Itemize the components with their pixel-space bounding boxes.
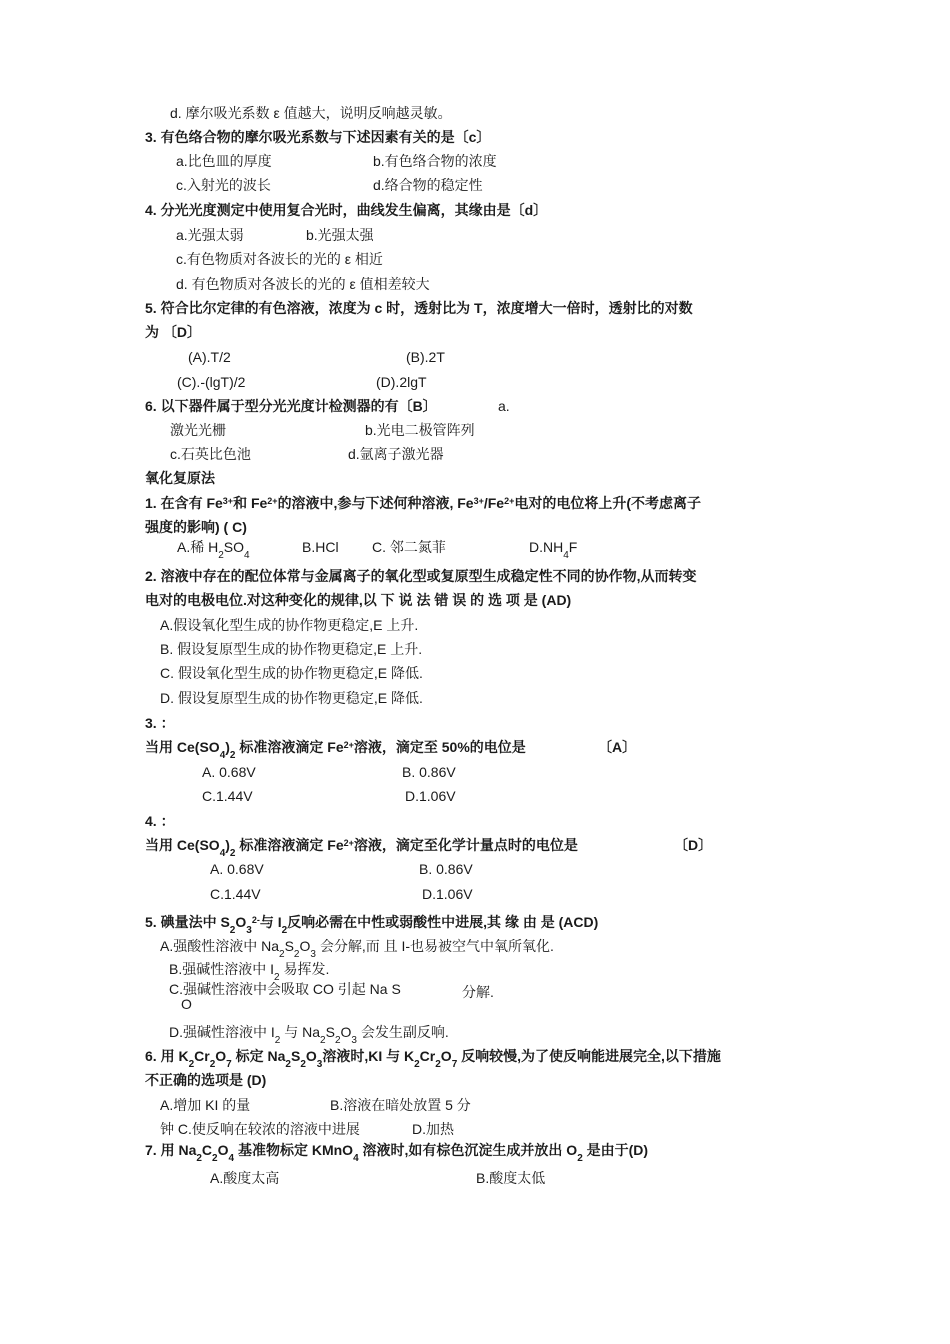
text-line: (C).-(lgT)/2 — [177, 374, 246, 390]
question-5-option-c-tail: O — [181, 996, 192, 1012]
text-line: 3. 有色络合物的摩尔吸光系数与下述因素有关的是〔c〕 — [145, 129, 491, 145]
question-5-option-c-end: 分解. — [462, 984, 494, 1000]
text-line: a. — [498, 398, 510, 414]
question-1-option-b: B.HCl — [302, 539, 339, 555]
text-line: 激光光栅 — [170, 422, 226, 438]
question-3-answer: 〔A〕 — [598, 739, 637, 755]
text-line: 为 〔D〕 — [145, 324, 201, 340]
text-line: d.络合物的稳定性 — [373, 177, 483, 193]
question-4-redox: 当用 $Ce(SO_4)_2$ 标准溶液滴定 $Fe^{2+}$溶液，滴定至化学计量点时的电位是 — [145, 837, 578, 859]
text-line: B. 假设复原型生成的协作物更稳定,E 上升. — [160, 641, 423, 657]
text-line: 4. ： — [145, 813, 175, 829]
text-line: B. 0.86V — [419, 861, 473, 877]
text-line: A.假设氧化型生成的协作物更稳定,E 上升. — [160, 617, 419, 633]
text-line: (A).T/2 — [188, 349, 231, 365]
text-line: A.增加 KI 的量 — [160, 1097, 251, 1113]
question-1-redox: 1. 在含有 $Fe^{3+}$和 $Fe^{2+}$的溶液中,参与下述何种溶液, $Fe^{3+}/Fe^{2+}$电对的电位将上升(不考虑离子 — [145, 495, 702, 511]
question-1-option-c: C. 邻二氮菲 — [372, 539, 446, 555]
text-line: 不正确的选项是 (D) — [145, 1072, 267, 1088]
text-line: D. 假设复原型生成的协作物更稳定,E 降低. — [160, 690, 423, 706]
text-line: c.有色物质对各波长的光的 ε 相近 — [176, 251, 383, 267]
question-1-options-a: A.稀 $H_2SO_4$ — [177, 539, 250, 561]
text-line: C.1.44V — [202, 788, 253, 804]
text-line: A. 0.68V — [210, 861, 264, 877]
question-1-option-d: $D.NH_4F$ — [529, 539, 578, 561]
text-line: d. 摩尔吸光系数 ε 值越大，说明反响越灵敏。 — [170, 105, 452, 121]
question-3-redox: 当用 $Ce(SO_4)_2$ 标准溶液滴定 $Fe^{2+}$溶液，滴定至 50%的电位是 — [145, 739, 526, 761]
question-6-redox: 6. 用 $K_2Cr_2O_7$ 标定 $Na_2S_2O_3$溶液时,KI 与 $K_2Cr_2O_7$ 反响较慢,为了使反响能进展完全,以下措施 — [145, 1048, 721, 1070]
text-line: D.加热 — [412, 1121, 454, 1137]
question-5-option-c: C.强碱性溶液中会吸取 CO 引起 Na S — [169, 981, 401, 997]
text-line: 2. 溶液中存在的配位体常与金属离子的氧化型或复原型生成稳定性不同的协作物,从而转变 — [145, 568, 697, 584]
text-line: (B).2T — [406, 349, 445, 365]
text-line: B.酸度太低 — [476, 1170, 546, 1186]
text-line: 强度的影响) ( C) — [145, 519, 247, 535]
text-line: D.1.06V — [422, 886, 473, 902]
text-line: c.入射光的波长 — [176, 177, 271, 193]
text-line: a.光强太弱 — [176, 227, 244, 243]
question-5-option-b: B.强碱性溶液中 $I_2$ 易挥发. — [169, 961, 330, 983]
question-5-redox: 5. 碘量法中 $S_2O_3^{2-}$与 $I_2$反响必需在中性或弱酸性中进展,其 缘 由 是 (ACD) — [145, 914, 599, 936]
text-line: B. 0.86V — [402, 764, 456, 780]
text-line: 4. 分光光度测定中使用复合光时，曲线发生偏离，其缘由是〔d〕 — [145, 202, 548, 218]
text-line: 电对的电极电位.对这种变化的规律,以 下 说 法 错 误 的 选 项 是 (AD) — [145, 592, 572, 608]
text-line: D.1.06V — [405, 788, 456, 804]
text-line: 钟 C.使反响在较浓的溶液中进展 — [160, 1121, 360, 1137]
question-5-option-d: D.强碱性溶液中 $I_2$ 与 $Na_2S_2O_3$ 会发生副反响. — [169, 1024, 449, 1046]
text-line: A.酸度太高 — [210, 1170, 280, 1186]
text-line: (D).2lgT — [376, 374, 427, 390]
text-line: c.石英比色池 — [170, 446, 251, 462]
text-line: 6. 以下器件属于型分光光度计检测器的有〔B〕 — [145, 398, 437, 414]
text-line: 3. ： — [145, 715, 175, 731]
text-line: d.氩离子激光器 — [348, 446, 444, 462]
text-line: C. 假设氧化型生成的协作物更稳定,E 降低. — [160, 665, 423, 681]
text-line: b.有色络合物的浓度 — [373, 153, 497, 169]
question-4-answer: 〔D〕 — [674, 837, 713, 853]
text-line: 氧化复原法 — [145, 470, 215, 486]
text-line: C.1.44V — [210, 886, 261, 902]
text-line: b.光强太强 — [306, 227, 374, 243]
question-5-option-a: A.强酸性溶液中 $Na_2S_2O_3$ 会分解,而 且 I-也易被空气中氧所氧化. — [160, 938, 554, 960]
question-7-redox: 7. 用 $Na_2C_2O_4$ 基准物标定 KMnO$_4$ 溶液时,如有棕色沉淀生成并放出 $O_2$ 是由于(D) — [145, 1142, 649, 1164]
text-line: d. 有色物质对各波长的光的 ε 值相差较大 — [176, 276, 430, 292]
text-line: b.光电二极管阵列 — [365, 422, 475, 438]
text-line: A. 0.68V — [202, 764, 256, 780]
text-line: 5. 符合比尔定律的有色溶液，浓度为 c 时，透射比为 T，浓度增大一倍时，透射比的对数 — [145, 300, 693, 316]
text-line: a.比色皿的厚度 — [176, 153, 272, 169]
text-line: B.溶液在暗处放置 5 分 — [330, 1097, 471, 1113]
